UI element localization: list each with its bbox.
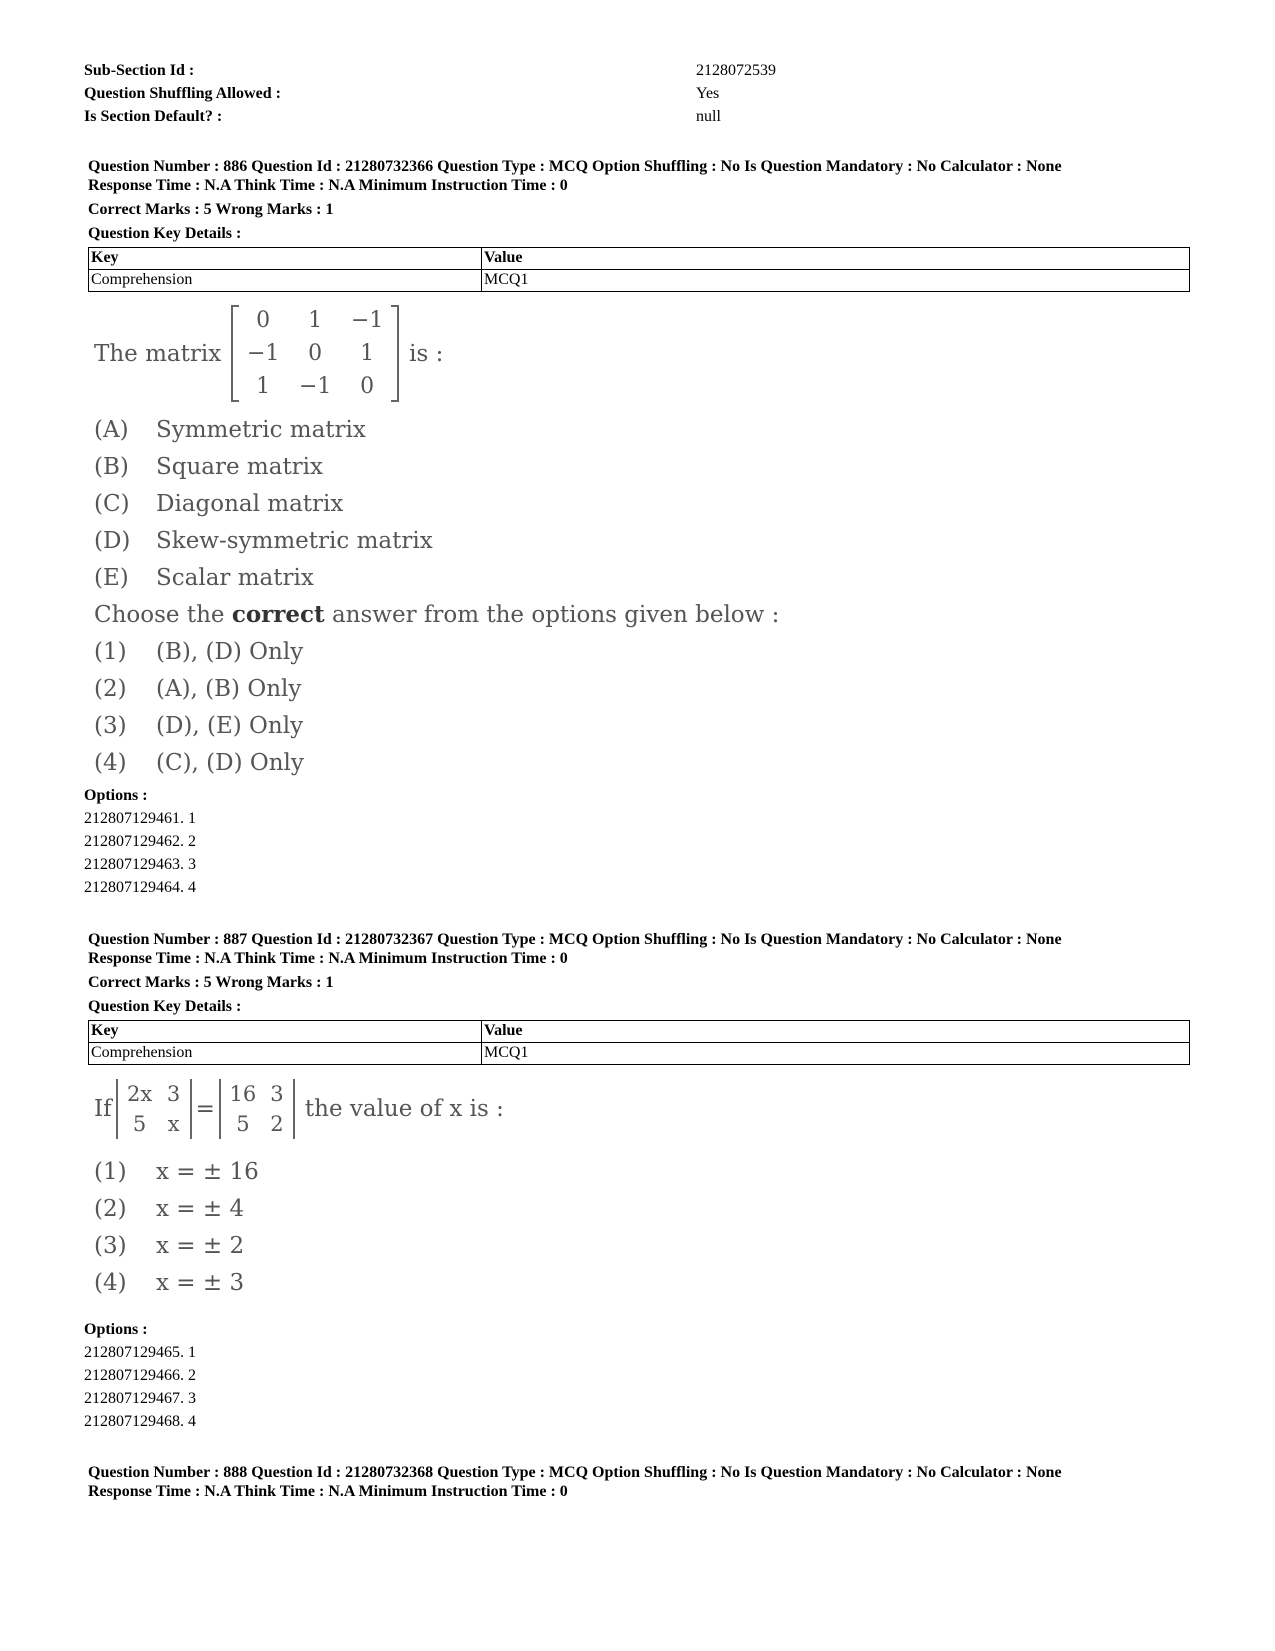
determinant-cell: 5 xyxy=(236,1112,250,1136)
question-timing: Response Time : N.A Think Time : N.A Minimum Instruction Time : 0 xyxy=(88,950,568,967)
equals-sign: = xyxy=(195,1096,215,1122)
option-item: 212807129462. 2 xyxy=(84,833,196,850)
option-item: 212807129463. 3 xyxy=(84,856,196,873)
sub-section-id-label: Sub-Section Id : xyxy=(84,62,195,79)
options-label: Options : xyxy=(84,787,148,804)
statement-item: (D) Skew-symmetric matrix xyxy=(94,527,433,554)
determinant-cell: 16 xyxy=(229,1082,257,1106)
table-cell-value: MCQ1 xyxy=(482,1043,1190,1065)
question-timing: Response Time : N.A Think Time : N.A Minimum Instruction Time : 0 xyxy=(88,1483,568,1500)
table-header-key: Key xyxy=(89,248,482,270)
answer-choice: (1) x = ± 16 xyxy=(94,1158,259,1185)
statement-item: (A) Symmetric matrix xyxy=(94,416,366,443)
answer-choice: (2) x = ± 4 xyxy=(94,1195,245,1222)
option-item: 212807129466. 2 xyxy=(84,1367,196,1384)
question-header: Question Number : 887 Question Id : 21280732367 Question Type : MCQ Option Shuffling : No Is Question Mandatory : No Calculator : None xyxy=(88,931,1062,948)
option-item: 212807129461. 1 xyxy=(84,810,196,827)
question-stem-suffix: the value of x is : xyxy=(304,1096,504,1122)
statement-item: (B) Square matrix xyxy=(94,453,324,480)
key-details-table xyxy=(88,247,1190,292)
matrix-cell: 0 xyxy=(308,341,323,366)
key-details-label: Question Key Details : xyxy=(88,998,242,1015)
determinant-right xyxy=(219,1079,295,1139)
matrix-cell: 0 xyxy=(256,308,271,333)
option-item: 212807129465. 1 xyxy=(84,1344,196,1361)
question-stem-prefix: If xyxy=(94,1096,112,1122)
question-stem-prefix: The matrix xyxy=(94,340,222,367)
question-timing: Response Time : N.A Think Time : N.A Minimum Instruction Time : 0 xyxy=(88,177,568,194)
table-header-value: Value xyxy=(482,248,1190,270)
question-block-886 xyxy=(88,157,1188,781)
answer-choice: (2) (A), (B) Only xyxy=(94,675,302,702)
determinant-cell: 2x xyxy=(127,1082,153,1106)
question-content xyxy=(88,306,1188,781)
answer-choice: (3) x = ± 2 xyxy=(94,1232,245,1259)
matrix xyxy=(231,306,399,401)
options-label: Options : xyxy=(84,1321,148,1338)
options-list-887 xyxy=(84,1318,196,1433)
sub-section-id-value: 2128072539 xyxy=(696,62,776,79)
matrix-cell: −1 xyxy=(298,374,332,399)
matrix-cell: 1 xyxy=(360,341,375,366)
key-details-label: Question Key Details : xyxy=(88,225,242,242)
question-stem-suffix: is : xyxy=(409,340,444,367)
table-header-value: Value xyxy=(482,1021,1190,1043)
option-item: 212807129468. 4 xyxy=(84,1413,196,1430)
question-block-888 xyxy=(88,1463,1188,1501)
determinant-cell: x xyxy=(167,1112,180,1136)
option-item: 212807129467. 3 xyxy=(84,1390,196,1407)
determinant-cell: 5 xyxy=(132,1112,147,1136)
answer-choice: (4) (C), (D) Only xyxy=(94,749,304,776)
question-content xyxy=(88,1079,1188,1301)
section-default-value: null xyxy=(696,108,721,125)
answer-choice: (4) x = ± 3 xyxy=(94,1269,245,1296)
determinant-cell: 2 xyxy=(270,1112,284,1136)
determinant-cell: 3 xyxy=(270,1082,284,1106)
matrix-cell: −1 xyxy=(246,341,280,366)
statement-item: (C) Diagonal matrix xyxy=(94,490,344,517)
matrix-cell: 1 xyxy=(308,308,323,333)
question-shuffling-value: Yes xyxy=(696,85,720,102)
options-list-886 xyxy=(84,784,196,899)
table-cell-value: MCQ1 xyxy=(482,270,1190,292)
answer-choice: (1) (B), (D) Only xyxy=(94,638,304,665)
matrix-cell: −1 xyxy=(350,308,384,333)
question-header: Question Number : 888 Question Id : 21280732368 Question Type : MCQ Option Shuffling : No Is Question Mandatory : No Calculator : None xyxy=(88,1464,1062,1481)
option-item: 212807129464. 4 xyxy=(84,879,196,896)
matrix-cell: 0 xyxy=(360,374,375,399)
matrix-cell: 1 xyxy=(256,374,271,399)
question-marks: Correct Marks : 5 Wrong Marks : 1 xyxy=(88,974,334,991)
table-cell-key: Comprehension xyxy=(89,1043,482,1065)
choose-instruction: Choose the correct answer from the options given below : xyxy=(94,601,780,628)
key-details-table xyxy=(88,1020,1190,1065)
statement-item: (E) Scalar matrix xyxy=(94,564,314,591)
question-header: Question Number : 886 Question Id : 21280732366 Question Type : MCQ Option Shuffling : No Is Question Mandatory : No Calculator : None xyxy=(88,158,1062,175)
question-marks: Correct Marks : 5 Wrong Marks : 1 xyxy=(88,201,334,218)
section-default-label: Is Section Default? : xyxy=(84,108,223,125)
table-cell-key: Comprehension xyxy=(89,270,482,292)
answer-choice: (3) (D), (E) Only xyxy=(94,712,304,739)
question-block-887 xyxy=(88,930,1188,1301)
determinant-cell: 3 xyxy=(166,1082,181,1106)
question-shuffling-label: Question Shuffling Allowed : xyxy=(84,85,281,102)
table-header-key: Key xyxy=(89,1021,482,1043)
determinant-left xyxy=(116,1079,192,1139)
